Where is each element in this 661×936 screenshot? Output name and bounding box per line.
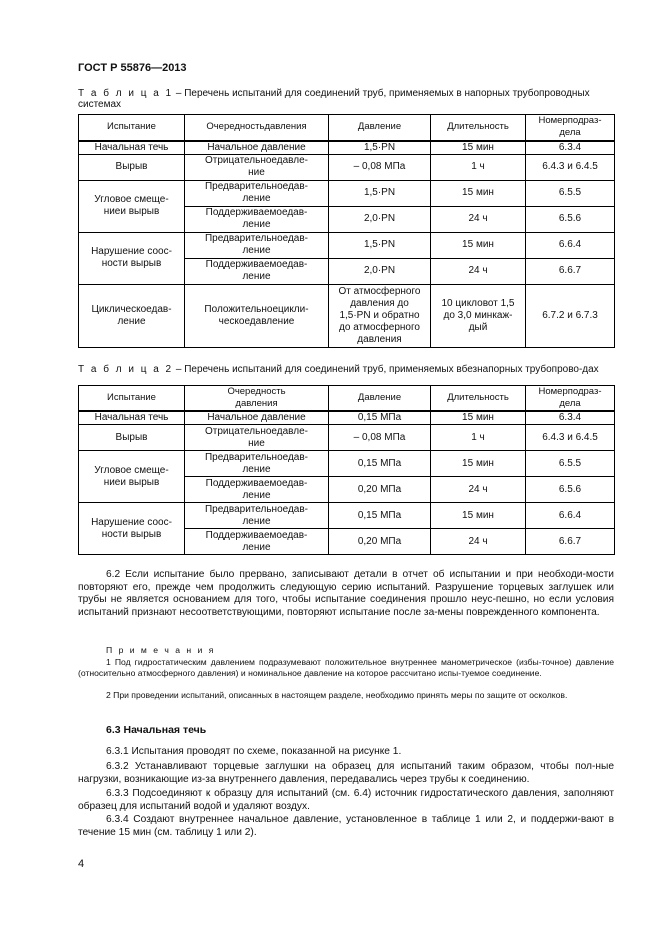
table-cell-order: Начальное давление bbox=[185, 411, 329, 425]
table-cell-order: Начальное давление bbox=[185, 141, 329, 155]
document-header: ГОСТ Р 55876—2013 bbox=[78, 62, 187, 74]
table-cell-order: Отрицательноедавле- ние bbox=[185, 154, 329, 180]
table-cell-section: 6.6.7 bbox=[526, 529, 615, 555]
table-cell-section: 6.6.7 bbox=[526, 258, 615, 284]
table-cell-duration: 1 ч bbox=[431, 425, 526, 451]
table-row bbox=[79, 180, 615, 206]
column-header: Очередность давления bbox=[185, 386, 329, 412]
column-header: Номерподраз- дела bbox=[526, 386, 615, 412]
table-row bbox=[79, 451, 615, 477]
table-cell-order: Положительноецикли- ческоедавление bbox=[185, 284, 329, 347]
table-row bbox=[79, 284, 615, 347]
table-row bbox=[79, 425, 615, 451]
table-row bbox=[79, 154, 615, 180]
column-header: Очередностьдавления bbox=[185, 115, 329, 141]
table-cell-pressure: 1,5·PN bbox=[329, 232, 431, 258]
table-cell-order: Отрицательноедавле- ние bbox=[185, 425, 329, 451]
paragraph-6-3-3: 6.3.3 Подсоединяют к образцу для испытаний (см. 6.4) источник гидростатического давления, заполняют образец для испытаний водой и удаляют воздух. bbox=[78, 788, 614, 812]
column-header: Испытание bbox=[79, 386, 185, 412]
table-cell-duration: 15 мин bbox=[431, 411, 526, 425]
table-cell-pressure: 0,15 МПа bbox=[329, 411, 431, 425]
table2-caption-prefix: Т а б л и ц а 2 bbox=[78, 364, 174, 375]
table-cell-test: Начальная течь bbox=[79, 141, 185, 155]
table-cell-pressure: 2,0·PN bbox=[329, 258, 431, 284]
table1-header-row bbox=[79, 115, 615, 141]
table-cell-test: Нарушение соос- ности вырыв bbox=[79, 503, 185, 555]
table2-caption bbox=[78, 364, 614, 375]
table-row bbox=[79, 411, 615, 425]
table1-caption-prefix: Т а б л и ц а 1 bbox=[78, 88, 174, 99]
table-cell-pressure: 1,5·PN bbox=[329, 180, 431, 206]
table-cell-order: Предварительноедав- ление bbox=[185, 451, 329, 477]
column-header: Давление bbox=[329, 386, 431, 412]
table-cell-duration: 10 цикловот 1,5 до 3,0 минкаж- дый bbox=[431, 284, 526, 347]
paragraph-6-3-4: 6.3.4 Создают внутреннее начальное давление, установленное в таблице 1 или 2, и поддержи-вают в течение 15 мин (см. таблицу 1 или 2). bbox=[78, 814, 614, 838]
paragraph-6-2: 6.2 Если испытание было прервано, записывают детали в отчет об испытании и при необходи-мости повторяют его, прежде чем продолжить следующую серию испытаний. Разрушение торцевых заглушек или трубы не является основанием для того, чтобы испытание соединения прошло неус-пешно, но если условия испытаний признают несоответствующими, повторяют испытание после за-мены поврежденного компонента. bbox=[78, 569, 614, 618]
column-header: Номерподраз- дела bbox=[526, 115, 615, 141]
notes-title: П р и м е ч а н и я bbox=[106, 645, 216, 655]
table-cell-order: Предварительноедав- ление bbox=[185, 503, 329, 529]
table-cell-test: Угловое смеще- ниеи вырыв bbox=[79, 451, 185, 503]
table-cell-order: Поддерживаемоедав- ление bbox=[185, 529, 329, 555]
table-cell-section: 6.6.4 bbox=[526, 503, 615, 529]
table-cell-order: Поддерживаемоедав- ление bbox=[185, 258, 329, 284]
table-cell-section: 6.3.4 bbox=[526, 141, 615, 155]
table-cell-pressure: 0,15 МПа bbox=[329, 503, 431, 529]
table1 bbox=[78, 114, 615, 348]
table-cell-duration: 24 ч bbox=[431, 477, 526, 503]
table2-caption-text: – Перечень испытаний для соединений труб, применяемых вбезнапорных трубопрово-дах bbox=[173, 364, 599, 375]
paragraph-6-3-2: 6.3.2 Устанавливают торцевые заглушки на образец для испытаний таким образом, чтобы пол-ные нагрузки, возникающие из-за внутреннего давления, передавались через трубы к соединению. bbox=[78, 761, 614, 785]
table-cell-section: 6.7.2 и 6.7.3 bbox=[526, 284, 615, 347]
column-header: Длительность bbox=[431, 115, 526, 141]
table-cell-test: Циклическоедав- ление bbox=[79, 284, 185, 347]
note-2: 2 При проведении испытаний, описанных в настоящем разделе, необходимо принять меры по защите от осколков. bbox=[106, 690, 568, 700]
table-cell-section: 6.5.6 bbox=[526, 477, 615, 503]
table-cell-pressure: – 0,08 МПа bbox=[329, 425, 431, 451]
table-cell-duration: 15 мин bbox=[431, 503, 526, 529]
table-cell-duration: 24 ч bbox=[431, 206, 526, 232]
table-cell-duration: 24 ч bbox=[431, 529, 526, 555]
table-cell-section: 6.6.4 bbox=[526, 232, 615, 258]
paragraph-6-3-1: 6.3.1 Испытания проводят по схеме, показанной на рисунке 1. bbox=[106, 746, 402, 757]
table1-caption bbox=[78, 88, 614, 110]
table-cell-duration: 15 мин bbox=[431, 451, 526, 477]
table-cell-section: 6.5.6 bbox=[526, 206, 615, 232]
table-row bbox=[79, 232, 615, 258]
table-cell-duration: 24 ч bbox=[431, 258, 526, 284]
table-cell-test: Нарушение соос- ности вырыв bbox=[79, 232, 185, 284]
table-cell-pressure: 2,0·PN bbox=[329, 206, 431, 232]
table-cell-section: 6.4.3 и 6.4.5 bbox=[526, 154, 615, 180]
table-cell-order: Предварительноедав- ление bbox=[185, 232, 329, 258]
table-cell-pressure: 1,5·PN bbox=[329, 141, 431, 155]
page-number: 4 bbox=[78, 858, 85, 870]
table2-header-row bbox=[79, 386, 615, 412]
table-cell-order: Поддерживаемоедав- ление bbox=[185, 477, 329, 503]
table-cell-order: Поддерживаемоедав- ление bbox=[185, 206, 329, 232]
note-1: 1 Под гидростатическим давлением подразумевают положительное внутреннее манометрическое (избы-точное) давление (относительно атмосферного давления) и номинальное давление на которое рассчитано испы-туемое соединение. bbox=[78, 657, 614, 678]
table-cell-pressure: – 0,08 МПа bbox=[329, 154, 431, 180]
table-cell-section: 6.4.3 и 6.4.5 bbox=[526, 425, 615, 451]
table-cell-duration: 15 мин bbox=[431, 141, 526, 155]
table-cell-order: Предварительноедав- ление bbox=[185, 180, 329, 206]
table-cell-pressure: 0,20 МПа bbox=[329, 529, 431, 555]
table-row bbox=[79, 503, 615, 529]
column-header: Длительность bbox=[431, 386, 526, 412]
table2 bbox=[78, 385, 615, 555]
table-cell-duration: 1 ч bbox=[431, 154, 526, 180]
section-6-3-title: 6.3 Начальная течь bbox=[106, 724, 207, 736]
table-cell-test: Угловое смеще- ниеи вырыв bbox=[79, 180, 185, 232]
table-cell-pressure: От атмосферного давления до 1,5·PN и обратно до атмосферного давления bbox=[329, 284, 431, 347]
table-cell-test: Начальная течь bbox=[79, 411, 185, 425]
table-cell-pressure: 0,20 МПа bbox=[329, 477, 431, 503]
table-cell-duration: 15 мин bbox=[431, 232, 526, 258]
table-cell-duration: 15 мин bbox=[431, 180, 526, 206]
table-cell-section: 6.5.5 bbox=[526, 451, 615, 477]
table-cell-section: 6.3.4 bbox=[526, 411, 615, 425]
table-cell-section: 6.5.5 bbox=[526, 180, 615, 206]
table1-caption-text: – Перечень испытаний для соединений труб, применяемых в напорных трубопроводных системах bbox=[78, 88, 590, 110]
column-header: Испытание bbox=[79, 115, 185, 141]
table-cell-test: Вырыв bbox=[79, 154, 185, 180]
table-row bbox=[79, 141, 615, 155]
table-cell-pressure: 0,15 МПа bbox=[329, 451, 431, 477]
table-cell-test: Вырыв bbox=[79, 425, 185, 451]
column-header: Давление bbox=[329, 115, 431, 141]
